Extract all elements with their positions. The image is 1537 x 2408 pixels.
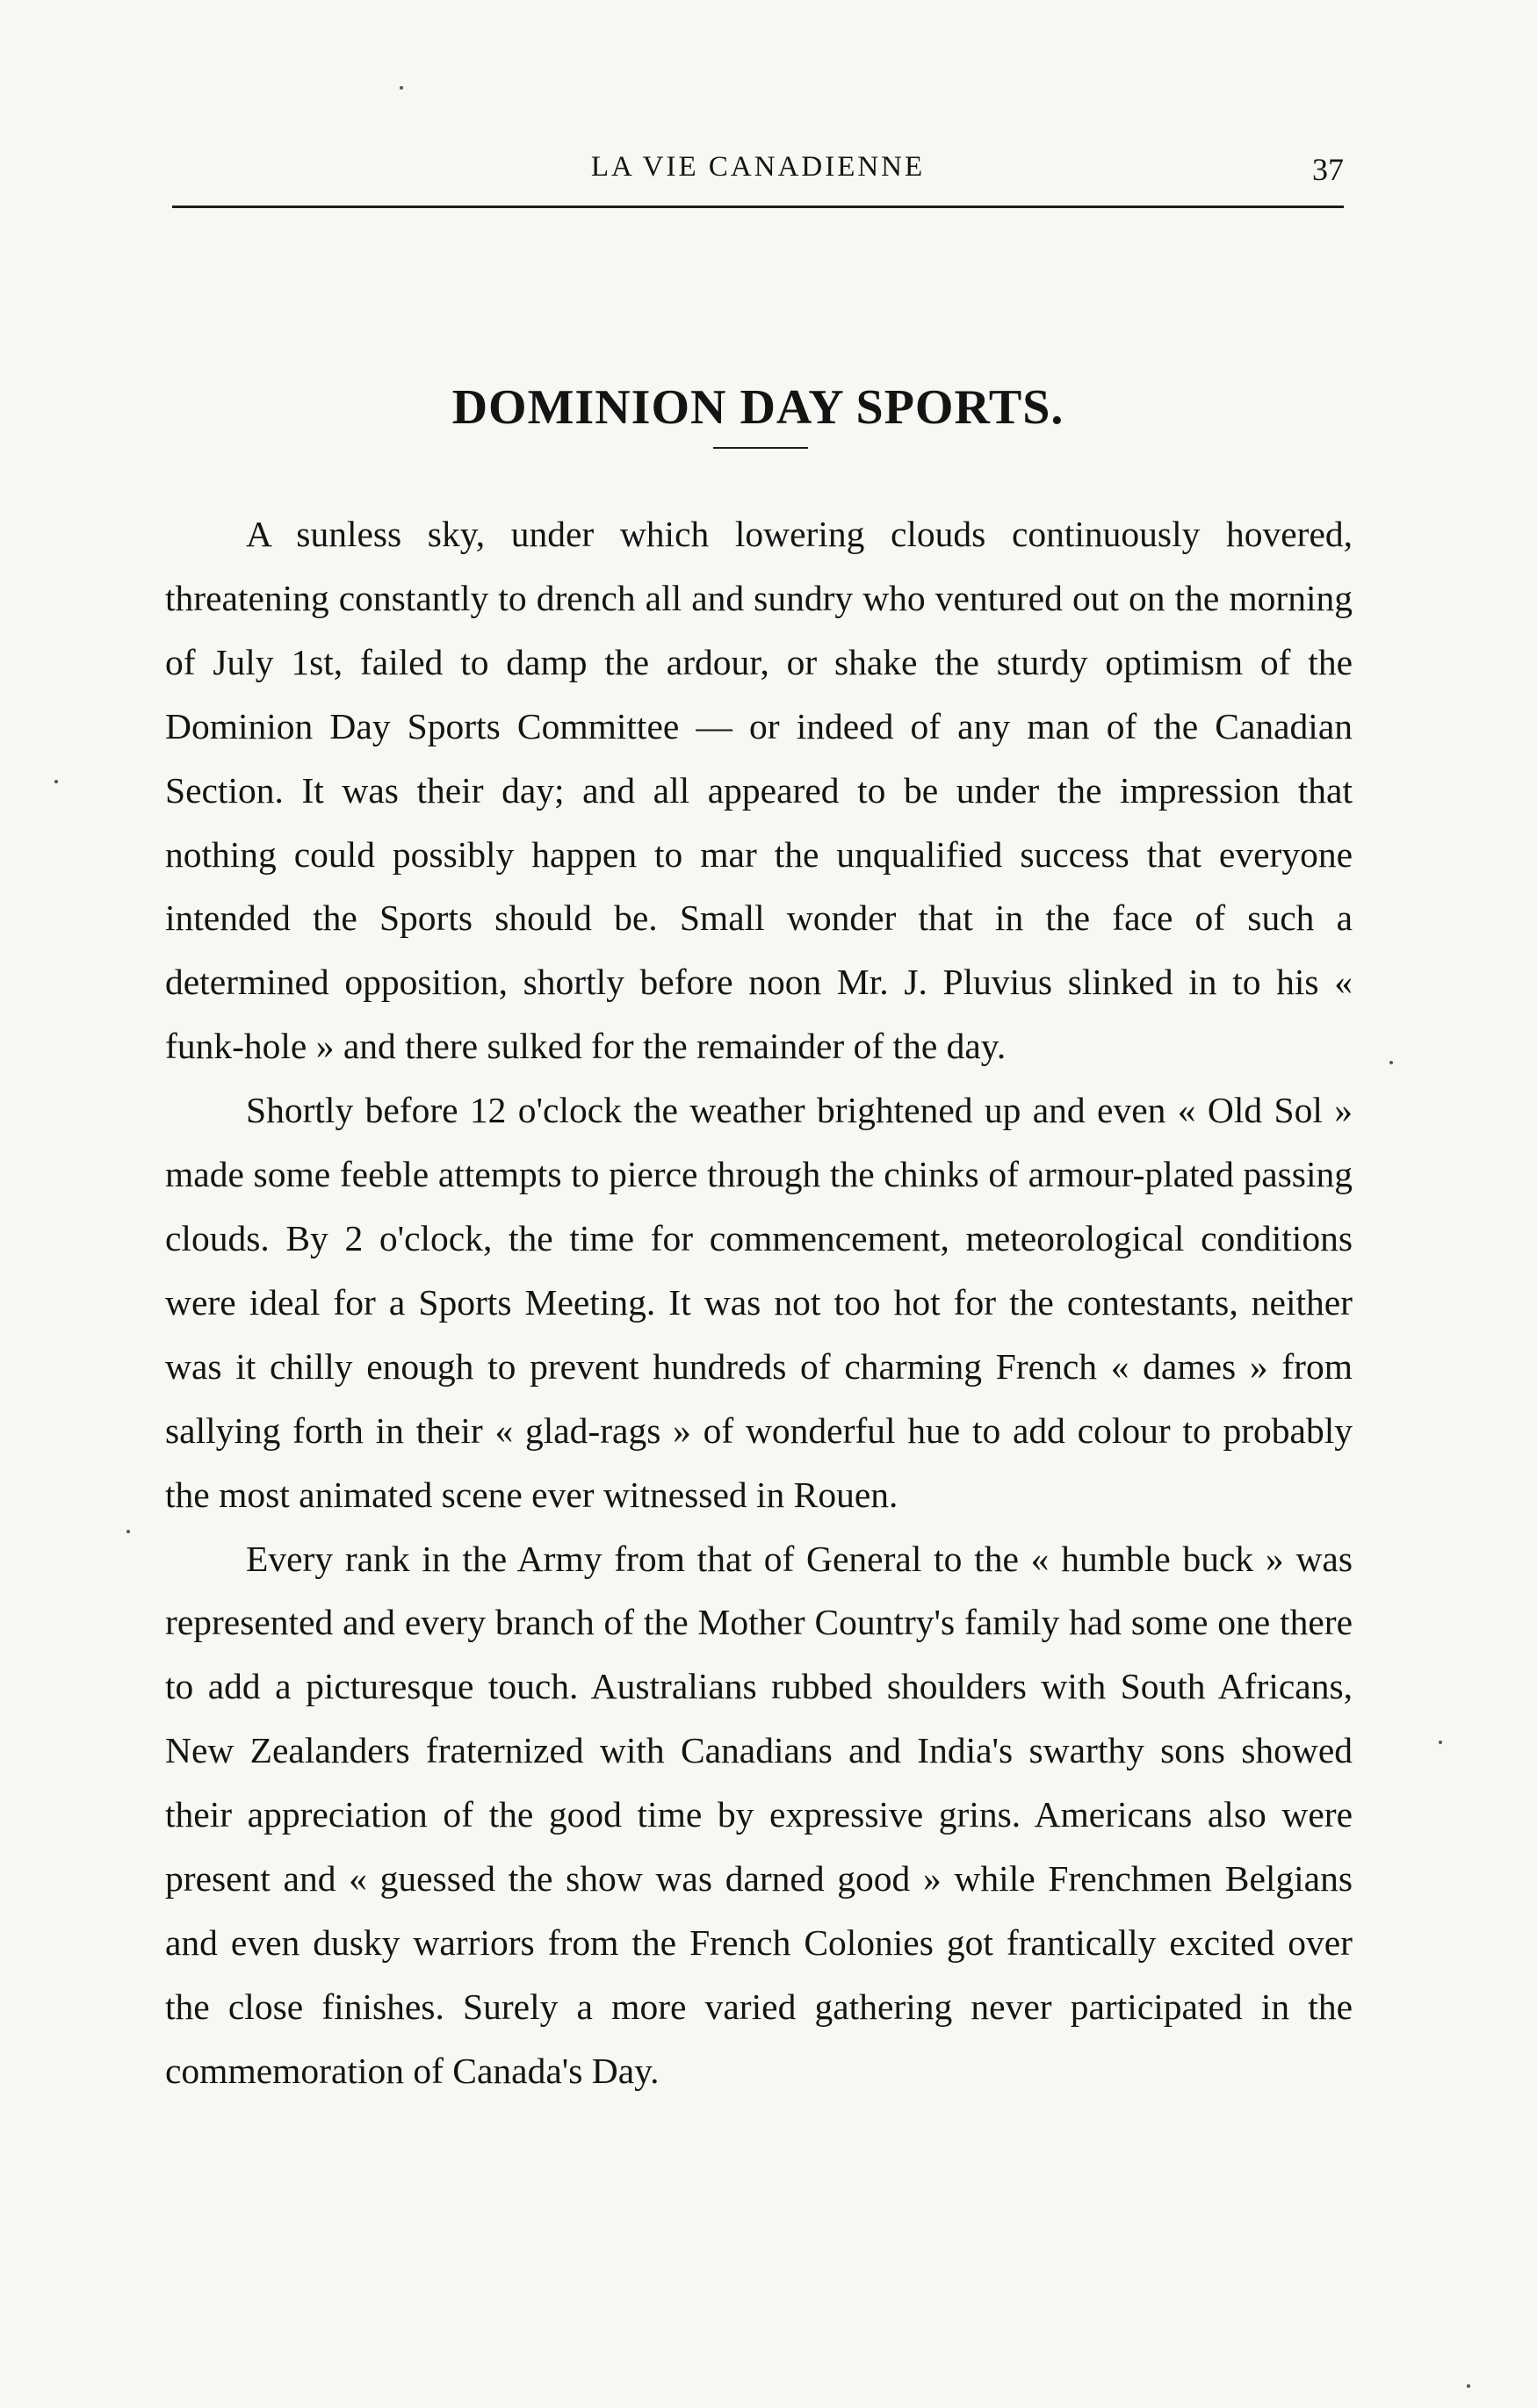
page-number: 37 [1312, 152, 1344, 187]
scan-speck [126, 1530, 130, 1533]
scan-speck [1439, 1741, 1442, 1744]
paragraph-2: Shortly before 12 o'clock the weather brightened up and even « Old Sol » made some feeble attempts to pierce through the chinks of armour-plated passing clouds. By 2 o'clock, the time for commencement, meteorological conditions were ideal for a Sports Meeting. It was not too hot for the contestants, neither was it chilly enough to prevent hundreds of charming French « dames » from sallying forth in their « glad-rags » of wonderful hue to add colour to probably the most animated scene ever witnessed in Rouen. [165, 1090, 1353, 1515]
scan-speck [1467, 2384, 1470, 2388]
title-rule [713, 447, 808, 449]
running-title: LA VIE CANADIENNE [590, 151, 926, 183]
paragraph-3: Every rank in the Army from that of General to the « humble buck » was represented and every branch of the Mother Country's family had some one there to add a picturesque touch. Australians rubbed shoulders with South Africans, New Zealanders fraternized with Canadians and India's swarthy sons showed their appreciation of the good time by expressive grins. Americans also were present and « guessed the show was darned good » while Frenchmen Belgians and even dusky warriors from the French Colonies got frantically excited over the close finishes. Surely a more varied gathering never participated in the commemoration of Canada's Day. [165, 1538, 1353, 2091]
header-rule [172, 205, 1344, 208]
article-body [165, 502, 1353, 2103]
scan-speck [400, 86, 403, 90]
paragraph-1: A sunless sky, under which lowering clouds continuously hovered, threatening constantly to drench all and sundry who ventured out on the morning of July 1st, failed to damp the ardour, or shake the sturdy optimism of the Dominion Day Sports Committee — or indeed of any man of the Canadian Section. It was their day; and all appeared to be under the impression that nothing could possibly happen to mar the unqualified success that everyone intended the Sports should be. Small wonder that in the face of such a determined opposition, shortly before noon Mr. J. Pluvius slinked in to his « funk-hole » and there sulked for the remainder of the day. [165, 514, 1353, 1067]
scan-speck [1389, 1061, 1393, 1064]
article-title: DOMINION DAY SPORTS. [451, 379, 1064, 435]
running-header [172, 149, 1344, 202]
scan-speck [54, 780, 58, 783]
